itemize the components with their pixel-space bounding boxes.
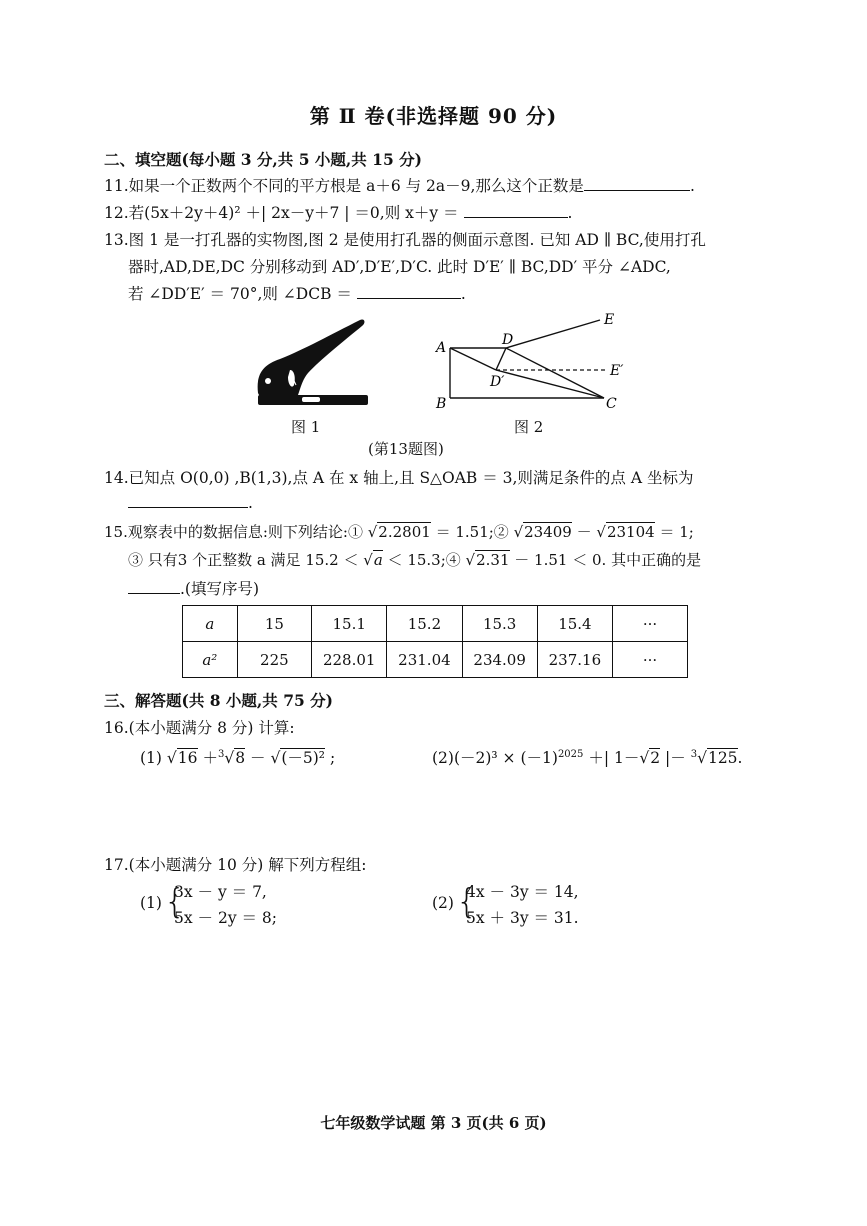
q15-text-c: － bbox=[571, 523, 597, 541]
table-row bbox=[183, 606, 688, 642]
table-cell: 15.3 bbox=[462, 606, 537, 642]
q16-p2-radicand-2: 125 bbox=[707, 749, 738, 767]
q15-sqrt-2: 23409 bbox=[524, 523, 572, 541]
q15-text-g: － 1.51 ＜ 0. 其中正确的是 bbox=[509, 551, 702, 569]
geometry-figure-2 bbox=[430, 308, 630, 418]
q16-p2-root-index: 3 bbox=[690, 748, 698, 760]
table-cell: 228.01 bbox=[312, 642, 387, 678]
q16-p2-exponent: 2025 bbox=[557, 748, 584, 760]
table-cell: 15.2 bbox=[387, 606, 462, 642]
question-16-part-2: $(2)(-2)^3 \times (-1)^{2025}$ ＋| 1－√2 |－ $^3$√125. bbox=[432, 748, 743, 767]
q16-p1-plus: ＋ bbox=[197, 749, 218, 767]
q17-p1-equation-1: 3x － y ＝ 7, bbox=[174, 883, 267, 901]
question-16-stem: 16.(本小题满分 8 分) 计算: bbox=[104, 719, 295, 737]
table-row bbox=[183, 642, 688, 678]
question-16-part-1: (1) √16 ＋$^3$√8 － √(－5)² ; bbox=[140, 748, 336, 767]
q16-p1-radicand-3: (－5)² bbox=[281, 749, 326, 767]
q17-p2-equation-2: 5x ＋ 3y ＝ 31. bbox=[466, 909, 579, 927]
q15-text-a: 15.观察表中的数据信息:则下列结论:① bbox=[104, 523, 368, 541]
question-11 bbox=[104, 174, 695, 196]
answer-blank-14[interactable] bbox=[128, 493, 248, 508]
table-cell: 231.04 bbox=[387, 642, 462, 678]
hole-puncher-figure bbox=[250, 315, 370, 415]
point-label-A: A bbox=[436, 340, 447, 356]
brace-icon: { bbox=[456, 882, 478, 922]
answer-blank-15[interactable] bbox=[128, 579, 180, 594]
q16-p2-label: (2)(－2)³ × (－1) bbox=[432, 749, 558, 767]
question-17-part-1 bbox=[140, 880, 380, 928]
q15-text-f: ＜ 15.3;④ bbox=[382, 551, 466, 569]
question-14-line2 bbox=[128, 493, 253, 512]
question-17-stem: 17.(本小题满分 10 分) 解下列方程组: bbox=[104, 856, 367, 874]
question-14-line1: 14.已知点 O(0,0) ,B(1,3),点 A 在 x 轴上,且 S△OAB ＝ 3,则满足条件的点 A 坐标为 bbox=[104, 469, 694, 487]
q16-p1-radicand-2: 8 bbox=[235, 749, 246, 767]
question-13-line1: 13.图 1 是一打孔器的实物图,图 2 是使用打孔器的侧面示意图. 已知 AD ∥ BC,使用打孔 bbox=[104, 231, 706, 249]
table-cell: ··· bbox=[613, 606, 688, 642]
table-cell: 15 bbox=[237, 606, 311, 642]
table-cell: 237.16 bbox=[537, 642, 612, 678]
section-fill-blank-heading: 二、填空题(每小题 3 分,共 5 小题,共 15 分) bbox=[104, 150, 422, 169]
q17-p2-label: (2) bbox=[432, 894, 454, 912]
q16-p1-radicand-1: 16 bbox=[177, 749, 198, 767]
point-label-D: D bbox=[502, 332, 514, 348]
section-solve-heading: 三、解答题(共 8 小题,共 75 分) bbox=[104, 691, 334, 710]
point-label-E-prime: E′ bbox=[610, 363, 624, 379]
question-17-part-2 bbox=[432, 880, 672, 928]
figure-1-label: 图 1 bbox=[291, 418, 321, 436]
answer-blank-11[interactable] bbox=[584, 176, 690, 191]
table-cell: 15.1 bbox=[312, 606, 387, 642]
q16-p1-end: ; bbox=[325, 749, 336, 767]
figure-2-label: 图 2 bbox=[514, 418, 544, 436]
point-label-E: E bbox=[604, 312, 615, 328]
answer-blank-13[interactable] bbox=[357, 284, 461, 299]
question-13-line2: 器时,AD,DE,DC 分别移动到 AD′,D′E′,D′C. 此时 D′E′ ∥ BC,DD′ 平分 ∠ADC, bbox=[128, 258, 671, 276]
question-12 bbox=[104, 201, 572, 223]
table-row-header: a² bbox=[183, 642, 238, 678]
question-12-text: 12.若(5x＋2y＋4)² ＋| 2x－y＋7 | ＝0,则 x＋y ＝ bbox=[104, 204, 459, 222]
question-15-line1: 15.观察表中的数据信息:则下列结论:① √2.2801 ＝ 1.51;② √23409 － √23104 ＝ 1; bbox=[104, 523, 694, 541]
q16-p1-root-index: 3 bbox=[217, 748, 225, 760]
q15-sqrt-1: 2.2801 bbox=[378, 523, 431, 541]
question-11-text: 11.如果一个正数两个不同的平方根是 a＋6 与 2a－9,那么这个正数是 bbox=[104, 177, 584, 195]
q16-p1-minus: － bbox=[245, 749, 271, 767]
q16-p2-mid: ＋| 1－ bbox=[583, 749, 640, 767]
q15-text-d: ＝ 1; bbox=[654, 523, 694, 541]
question-12-end: . bbox=[567, 204, 573, 222]
table-row-header: a bbox=[183, 606, 238, 642]
q15-sqrt-4: a bbox=[373, 551, 383, 569]
q16-p2-mid2: |－ bbox=[660, 749, 691, 767]
table-cell: 234.09 bbox=[462, 642, 537, 678]
page-footer: 七年级数学试题 第 3 页(共 6 页) bbox=[320, 1114, 547, 1132]
question-11-end: . bbox=[689, 177, 695, 195]
table-cell: 225 bbox=[237, 642, 311, 678]
question-15-line2: ③ 只有3 个正整数 a 满足 15.2 ＜ √a ＜ 15.3;④ √2.31 － 1.51 ＜ 0. 其中正确的是 bbox=[128, 551, 702, 569]
question-14-end: . bbox=[248, 494, 253, 512]
q16-p2-end: . bbox=[737, 749, 743, 767]
page-title: 第 Ⅱ 卷(非选择题 90 分) bbox=[309, 104, 558, 128]
data-table bbox=[182, 605, 688, 678]
q15-text-e: ③ 只有3 个正整数 a 满足 15.2 ＜ bbox=[128, 551, 364, 569]
q15-text-h: .(填写序号) bbox=[180, 580, 260, 598]
q16-p1-label: (1) bbox=[140, 749, 167, 767]
q15-sqrt-3: 23104 bbox=[606, 523, 655, 541]
question-13-text: 若 ∠DD′E′ ＝ 70°,则 ∠DCB ＝ bbox=[128, 285, 352, 303]
q16-p2-radicand-1: 2 bbox=[650, 749, 661, 767]
answer-blank-12[interactable] bbox=[464, 203, 568, 218]
question-13-end: . bbox=[460, 285, 466, 303]
q15-text-b: ＝ 1.51;② bbox=[430, 523, 514, 541]
point-label-D-prime: D′ bbox=[490, 374, 505, 390]
table-cell: ··· bbox=[613, 642, 688, 678]
q17-p1-label: (1) bbox=[140, 894, 162, 912]
figure-caption: (第13题图) bbox=[368, 440, 444, 458]
point-label-C: C bbox=[606, 396, 617, 412]
table-cell: 15.4 bbox=[537, 606, 612, 642]
q17-p1-equation-2: 5x － 2y ＝ 8; bbox=[174, 909, 278, 927]
question-13-line3 bbox=[128, 282, 466, 304]
brace-icon: { bbox=[164, 882, 186, 922]
question-15-line3 bbox=[128, 577, 259, 599]
point-label-B: B bbox=[436, 396, 447, 412]
q15-sqrt-5: 2.31 bbox=[476, 551, 510, 569]
q17-p2-equation-1: 4x － 3y ＝ 14, bbox=[466, 883, 579, 901]
